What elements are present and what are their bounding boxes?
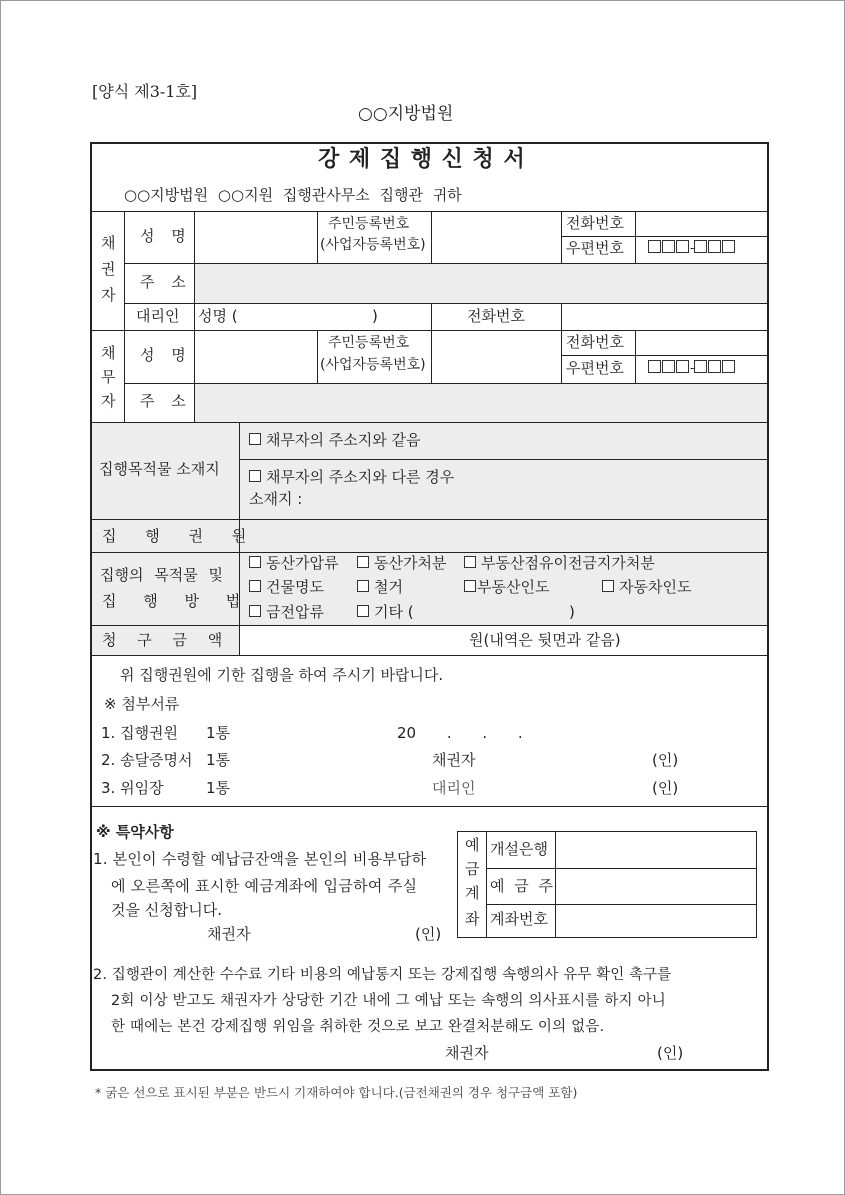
frame-right [767,142,769,1071]
line [92,422,767,423]
line [561,211,562,263]
method-option-money-attachment[interactable] [249,605,324,620]
attachment-1-count: 1통 [206,724,231,742]
method-option-vehicle-delivery[interactable] [602,580,691,595]
debtor-reg-label: 주민등록번호 [328,335,410,351]
checkbox[interactable] [249,556,261,568]
creditor-reg-label: 주민등록번호 [328,216,410,232]
checkbox[interactable] [249,605,261,617]
line [124,330,125,423]
attachment-2-name: 2. 송달증명서 [101,751,193,769]
agent-phone-label: 전화번호 [467,307,525,325]
debtor-address-field[interactable] [195,384,767,421]
checkbox[interactable] [249,580,261,592]
line [756,831,757,938]
agent-phone-field[interactable] [562,304,766,329]
checkbox[interactable] [357,556,369,568]
creditor-phone-field[interactable] [636,212,766,235]
line [92,655,767,656]
checkbox[interactable] [464,556,476,568]
method-label-2: 집 행 방 법 [102,592,241,610]
location-label: 집행목적물 소재지 [99,460,220,478]
agent-name-close: ) [372,307,378,325]
checkbox[interactable] [602,580,614,592]
checkbox[interactable] [357,605,369,617]
line [92,552,767,553]
location-option-different[interactable] [249,470,454,485]
method-option-movable-injunction[interactable] [357,556,446,571]
special-item2-line1: 2. 집행관이 계산한 수수료 기타 비용의 예납통지 또는 강제집행 속행의사 유무 확인 촉구를 [93,967,672,983]
method-option-demolition[interactable] [357,580,403,595]
attachment-3-name: 3. 위임장 [101,779,164,797]
creditor-side-label-1: 채 [101,234,116,252]
option-label: 금전압류 [266,603,324,621]
creditor-postal-label: 우편번호 [566,239,624,257]
attachments-title: ※ 첨부서류 [104,695,180,713]
method-option-realestate-delivery[interactable] [464,580,549,595]
attachment-3-count: 1통 [206,779,231,797]
creditor-address-label: 주 소 [140,273,186,291]
title-of-execution-field[interactable] [240,520,767,551]
location-option-different-label: 채무자의 주소지와 다른 경우 [266,468,455,486]
seal-agent: (인) [652,779,679,797]
creditor-name-label: 성 명 [140,227,186,245]
attachment-1-name: 1. 집행권원 [101,724,179,742]
line [317,211,318,263]
deposit-side-label-3: 계 [465,884,480,902]
line [317,330,318,383]
frame-left [90,142,92,1071]
creditor-address-field[interactable] [195,264,767,302]
line [486,831,487,938]
checkbox[interactable] [249,433,261,445]
location-option-same[interactable] [249,433,420,448]
line [431,303,432,330]
creditor-side-label-3: 자 [101,286,116,304]
special-signer: 채권자 [207,925,251,943]
deposit-side-label-2: 금 [465,860,480,878]
deposit-holder-field[interactable] [556,869,755,903]
method-option-building-evacuation[interactable] [249,580,324,595]
line [92,625,767,626]
deposit-bank-label: 개설은행 [490,840,548,858]
checkbox[interactable] [357,580,369,592]
special-item1-line2: 에 오른쪽에 표시한 예금계좌에 입금하여 주실 [111,877,418,895]
option-label: 동산가처분 [374,554,447,572]
special-item1-line1: 1. 본인이 수령할 예납금잔액을 본인의 비용부담하 [93,850,427,868]
line [457,937,756,938]
creditor-phone-label: 전화번호 [566,214,624,232]
creditor-name-field[interactable] [195,212,316,262]
line [239,459,767,460]
debtor-phone-label: 전화번호 [566,333,624,351]
deposit-account-field[interactable] [556,905,755,936]
method-other-close: ) [569,603,575,621]
method-option-other[interactable] [357,605,414,620]
footnote: * 굵은 선으로 표시된 부분은 반드시 기재하여야 합니다.(금전채권의 경우 청구금액 포함) [95,1085,578,1100]
agent-name-field[interactable] [245,304,370,329]
frame-top [90,142,769,144]
creditor-reg-field[interactable] [432,212,560,262]
debtor-postal-label: 우편번호 [566,359,624,377]
checkbox[interactable] [249,470,261,482]
addressee: ○○지방법원 ○○지원 집행관사무소 집행관 귀하 [124,186,462,204]
date-line[interactable]: 20 . . . [397,724,523,742]
location-field-label: 소재지 : [249,490,303,508]
debtor-reg-label-sub: (사업자등록번호) [320,357,426,373]
deposit-side-label-4: 좌 [465,910,480,928]
debtor-side-label-3: 자 [101,392,116,410]
request-sentence: 위 집행권원에 기한 집행을 하여 주시기 바랍니다. [120,666,444,684]
court-name: ○○지방법원 [358,104,454,124]
special-signer2: 채권자 [445,1044,489,1062]
creditor-side-label-2: 권 [101,260,116,278]
method-option-realestate-injunction[interactable] [464,556,655,571]
debtor-name-field[interactable] [195,331,316,382]
seal-creditor: (인) [652,751,679,769]
method-label-1: 집행의 목적물 및 [100,566,223,584]
special-item1-line3: 것을 신청합니다. [111,901,222,919]
creditor-postal-boxes[interactable]: - [648,240,736,255]
special-title: ※ 특약사항 [96,823,174,841]
debtor-name-label: 성 명 [140,346,186,364]
option-label: 부동산점유이전금지가처분 [481,554,655,572]
signer-creditor: 채권자 [432,751,476,769]
location-option-same-label: 채무자의 주소지와 같음 [266,431,421,449]
debtor-address-label: 주 소 [140,392,186,410]
form-number: [양식 제3-1호] [92,82,198,101]
debtor-side-label-2: 무 [101,368,116,386]
special-seal2: (인) [657,1044,684,1062]
special-seal: (인) [415,925,442,943]
deposit-account-label: 계좌번호 [490,910,548,928]
frame-bottom [90,1069,769,1071]
claim-label: 청 구 금 액 [102,631,223,649]
special-item2-line3: 한 때에는 본건 강제집행 위임을 취하한 것으로 보고 완결처분해도 이의 없음. [111,1019,605,1035]
option-label: 기타 ( [374,603,414,621]
line [124,211,125,330]
deposit-holder-label: 예 금 주 [490,877,554,895]
option-label: 동산가압류 [266,554,339,572]
option-label: 자동차인도 [619,578,692,596]
line [561,330,562,383]
option-label: 건물명도 [266,578,324,596]
debtor-reg-field[interactable] [432,331,560,382]
option-label: 부동산인도 [477,578,550,596]
checkbox[interactable] [464,580,476,592]
document-title: 강 제 집 행 신 청 서 [318,146,526,172]
creditor-reg-label-sub: (사업자등록번호) [320,237,426,253]
signer-agent: 대리인 [432,779,476,797]
method-option-movable-attachment[interactable] [249,556,338,571]
line [561,236,767,237]
attachment-2-count: 1통 [206,751,231,769]
line [92,806,767,807]
agent-name-label: 성명 ( [198,307,238,325]
line [457,831,458,938]
special-item2-line2: 2회 이상 받고도 채권자가 상당한 기간 내에 그 예납 또는 속행의 의사표시를 하지 아니 [111,993,666,1009]
claim-value[interactable]: 원(내역은 뒷면과 같음) [469,631,621,649]
debtor-postal-boxes[interactable]: - [648,360,736,375]
debtor-phone-field[interactable] [636,331,766,354]
deposit-side-label-1: 예 [465,836,480,854]
option-label: 철거 [374,578,403,596]
debtor-side-label-1: 채 [101,344,116,362]
agent-label: 대리인 [136,307,180,325]
deposit-bank-field[interactable] [556,832,755,867]
line [561,355,767,356]
title-of-execution-label: 집 행 권 원 [102,527,247,545]
